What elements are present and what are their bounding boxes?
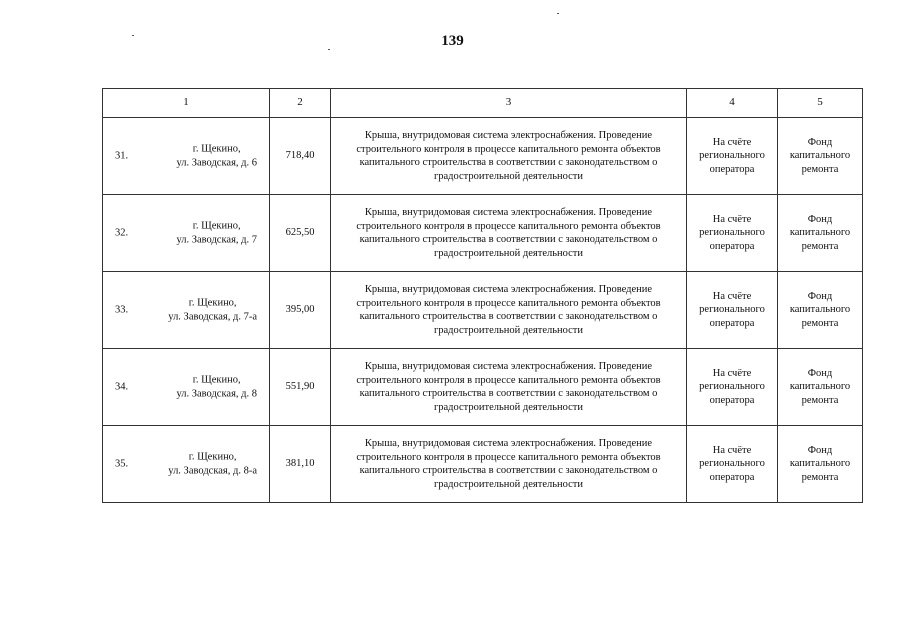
funding-status-cell bbox=[687, 195, 778, 272]
status-line: На счёте bbox=[712, 444, 752, 456]
fund-line: Фонд bbox=[807, 444, 833, 456]
work-description-cell: Крыша, внутридомовая система электроснабжения. Проведение строительного контроля в процессе капитального ремонта объектов капитального строительства в соответствии с законодательством о градостроительной деятельности bbox=[331, 118, 687, 195]
repair-table bbox=[102, 88, 863, 503]
fund-line: капитального bbox=[789, 150, 851, 162]
fund-cell bbox=[778, 195, 863, 272]
status-line: На счёте bbox=[712, 213, 752, 225]
address-cell bbox=[103, 426, 270, 503]
status-line: оператора bbox=[709, 471, 755, 483]
row-number: 32. bbox=[115, 227, 129, 239]
header-cell-1: 1 bbox=[103, 89, 270, 118]
fund-line: Фонд bbox=[807, 213, 833, 225]
address-cell bbox=[103, 118, 270, 195]
fund-line: Фонд bbox=[807, 290, 833, 302]
fund-line: ремонта bbox=[801, 471, 839, 483]
address-city: г. Щекино, bbox=[188, 451, 237, 463]
status-line: оператора bbox=[709, 163, 755, 175]
address-city: г. Щекино, bbox=[192, 143, 241, 155]
address-street: ул. Заводская, д. 8-а bbox=[168, 465, 257, 476]
status-line: На счёте bbox=[712, 290, 752, 302]
header-cell-5: 5 bbox=[778, 89, 863, 118]
address-street: ул. Заводская, д. 7 bbox=[176, 234, 257, 245]
status-line: регионального bbox=[699, 381, 765, 393]
fund-line: капитального bbox=[789, 381, 851, 393]
address bbox=[176, 143, 257, 170]
status-line: оператора bbox=[709, 394, 755, 406]
area-cell: 551,90 bbox=[270, 349, 331, 426]
address-city: г. Щекино, bbox=[188, 297, 237, 309]
address-street: ул. Заводская, д. 7-а bbox=[168, 311, 257, 322]
fund-cell bbox=[778, 426, 863, 503]
status-line: регионального bbox=[699, 304, 765, 316]
status-line: оператора bbox=[709, 240, 755, 252]
fund-line: Фонд bbox=[807, 136, 833, 148]
address bbox=[176, 220, 257, 247]
header-cell-3: 3 bbox=[331, 89, 687, 118]
table-row bbox=[103, 349, 863, 426]
fund-line: ремонта bbox=[801, 163, 839, 175]
fund-line: ремонта bbox=[801, 317, 839, 329]
work-description-cell: Крыша, внутридомовая система электроснабжения. Проведение строительного контроля в процессе капитального ремонта объектов капитального строительства в соответствии с законодательством о градостроительной деятельности bbox=[331, 195, 687, 272]
row-number: 35. bbox=[115, 458, 129, 470]
fund-line: капитального bbox=[789, 304, 851, 316]
table-row bbox=[103, 426, 863, 503]
address-city: г. Щекино, bbox=[192, 220, 241, 232]
address-cell bbox=[103, 272, 270, 349]
status-line: регионального bbox=[699, 227, 765, 239]
area-cell: 395,00 bbox=[270, 272, 331, 349]
area-cell: 625,50 bbox=[270, 195, 331, 272]
area-cell: 718,40 bbox=[270, 118, 331, 195]
header-cell-4: 4 bbox=[687, 89, 778, 118]
status-line: оператора bbox=[709, 317, 755, 329]
funding-status-cell bbox=[687, 118, 778, 195]
row-number: 34. bbox=[115, 381, 129, 393]
address-city: г. Щекино, bbox=[192, 374, 241, 386]
header-cell-2: 2 bbox=[270, 89, 331, 118]
address bbox=[176, 374, 257, 401]
address bbox=[168, 297, 257, 324]
address bbox=[168, 451, 257, 478]
fund-cell bbox=[778, 118, 863, 195]
work-description-cell: Крыша, внутридомовая система электроснабжения. Проведение строительного контроля в процессе капитального ремонта объектов капитального строительства в соответствии с законодательством о градостроительной деятельности bbox=[331, 272, 687, 349]
scan-speck bbox=[328, 49, 330, 50]
fund-cell bbox=[778, 272, 863, 349]
status-line: регионального bbox=[699, 458, 765, 470]
status-line: На счёте bbox=[712, 136, 752, 148]
address-cell bbox=[103, 195, 270, 272]
fund-line: капитального bbox=[789, 227, 851, 239]
fund-line: капитального bbox=[789, 458, 851, 470]
address-street: ул. Заводская, д. 6 bbox=[176, 157, 257, 168]
fund-cell bbox=[778, 349, 863, 426]
scan-speck bbox=[132, 35, 134, 36]
status-line: На счёте bbox=[712, 367, 752, 379]
scan-speck bbox=[557, 13, 559, 14]
address-cell bbox=[103, 349, 270, 426]
work-description-cell: Крыша, внутридомовая система электроснабжения. Проведение строительного контроля в процессе капитального ремонта объектов капитального строительства в соответствии с законодательством о градостроительной деятельности bbox=[331, 349, 687, 426]
fund-line: ремонта bbox=[801, 240, 839, 252]
address-street: ул. Заводская, д. 8 bbox=[176, 388, 257, 399]
fund-line: Фонд bbox=[807, 367, 833, 379]
fund-line: ремонта bbox=[801, 394, 839, 406]
row-number: 31. bbox=[115, 150, 129, 162]
table-row bbox=[103, 195, 863, 272]
status-line: регионального bbox=[699, 150, 765, 162]
area-cell: 381,10 bbox=[270, 426, 331, 503]
funding-status-cell bbox=[687, 349, 778, 426]
row-number: 33. bbox=[115, 304, 129, 316]
table-row bbox=[103, 272, 863, 349]
page-number: 139 bbox=[441, 33, 464, 49]
work-description-cell: Крыша, внутридомовая система электроснабжения. Проведение строительного контроля в процессе капитального ремонта объектов капитального строительства в соответствии с законодательством о градостроительной деятельности bbox=[331, 426, 687, 503]
funding-status-cell bbox=[687, 426, 778, 503]
funding-status-cell bbox=[687, 272, 778, 349]
table-header-row bbox=[103, 89, 863, 118]
table-row bbox=[103, 118, 863, 195]
